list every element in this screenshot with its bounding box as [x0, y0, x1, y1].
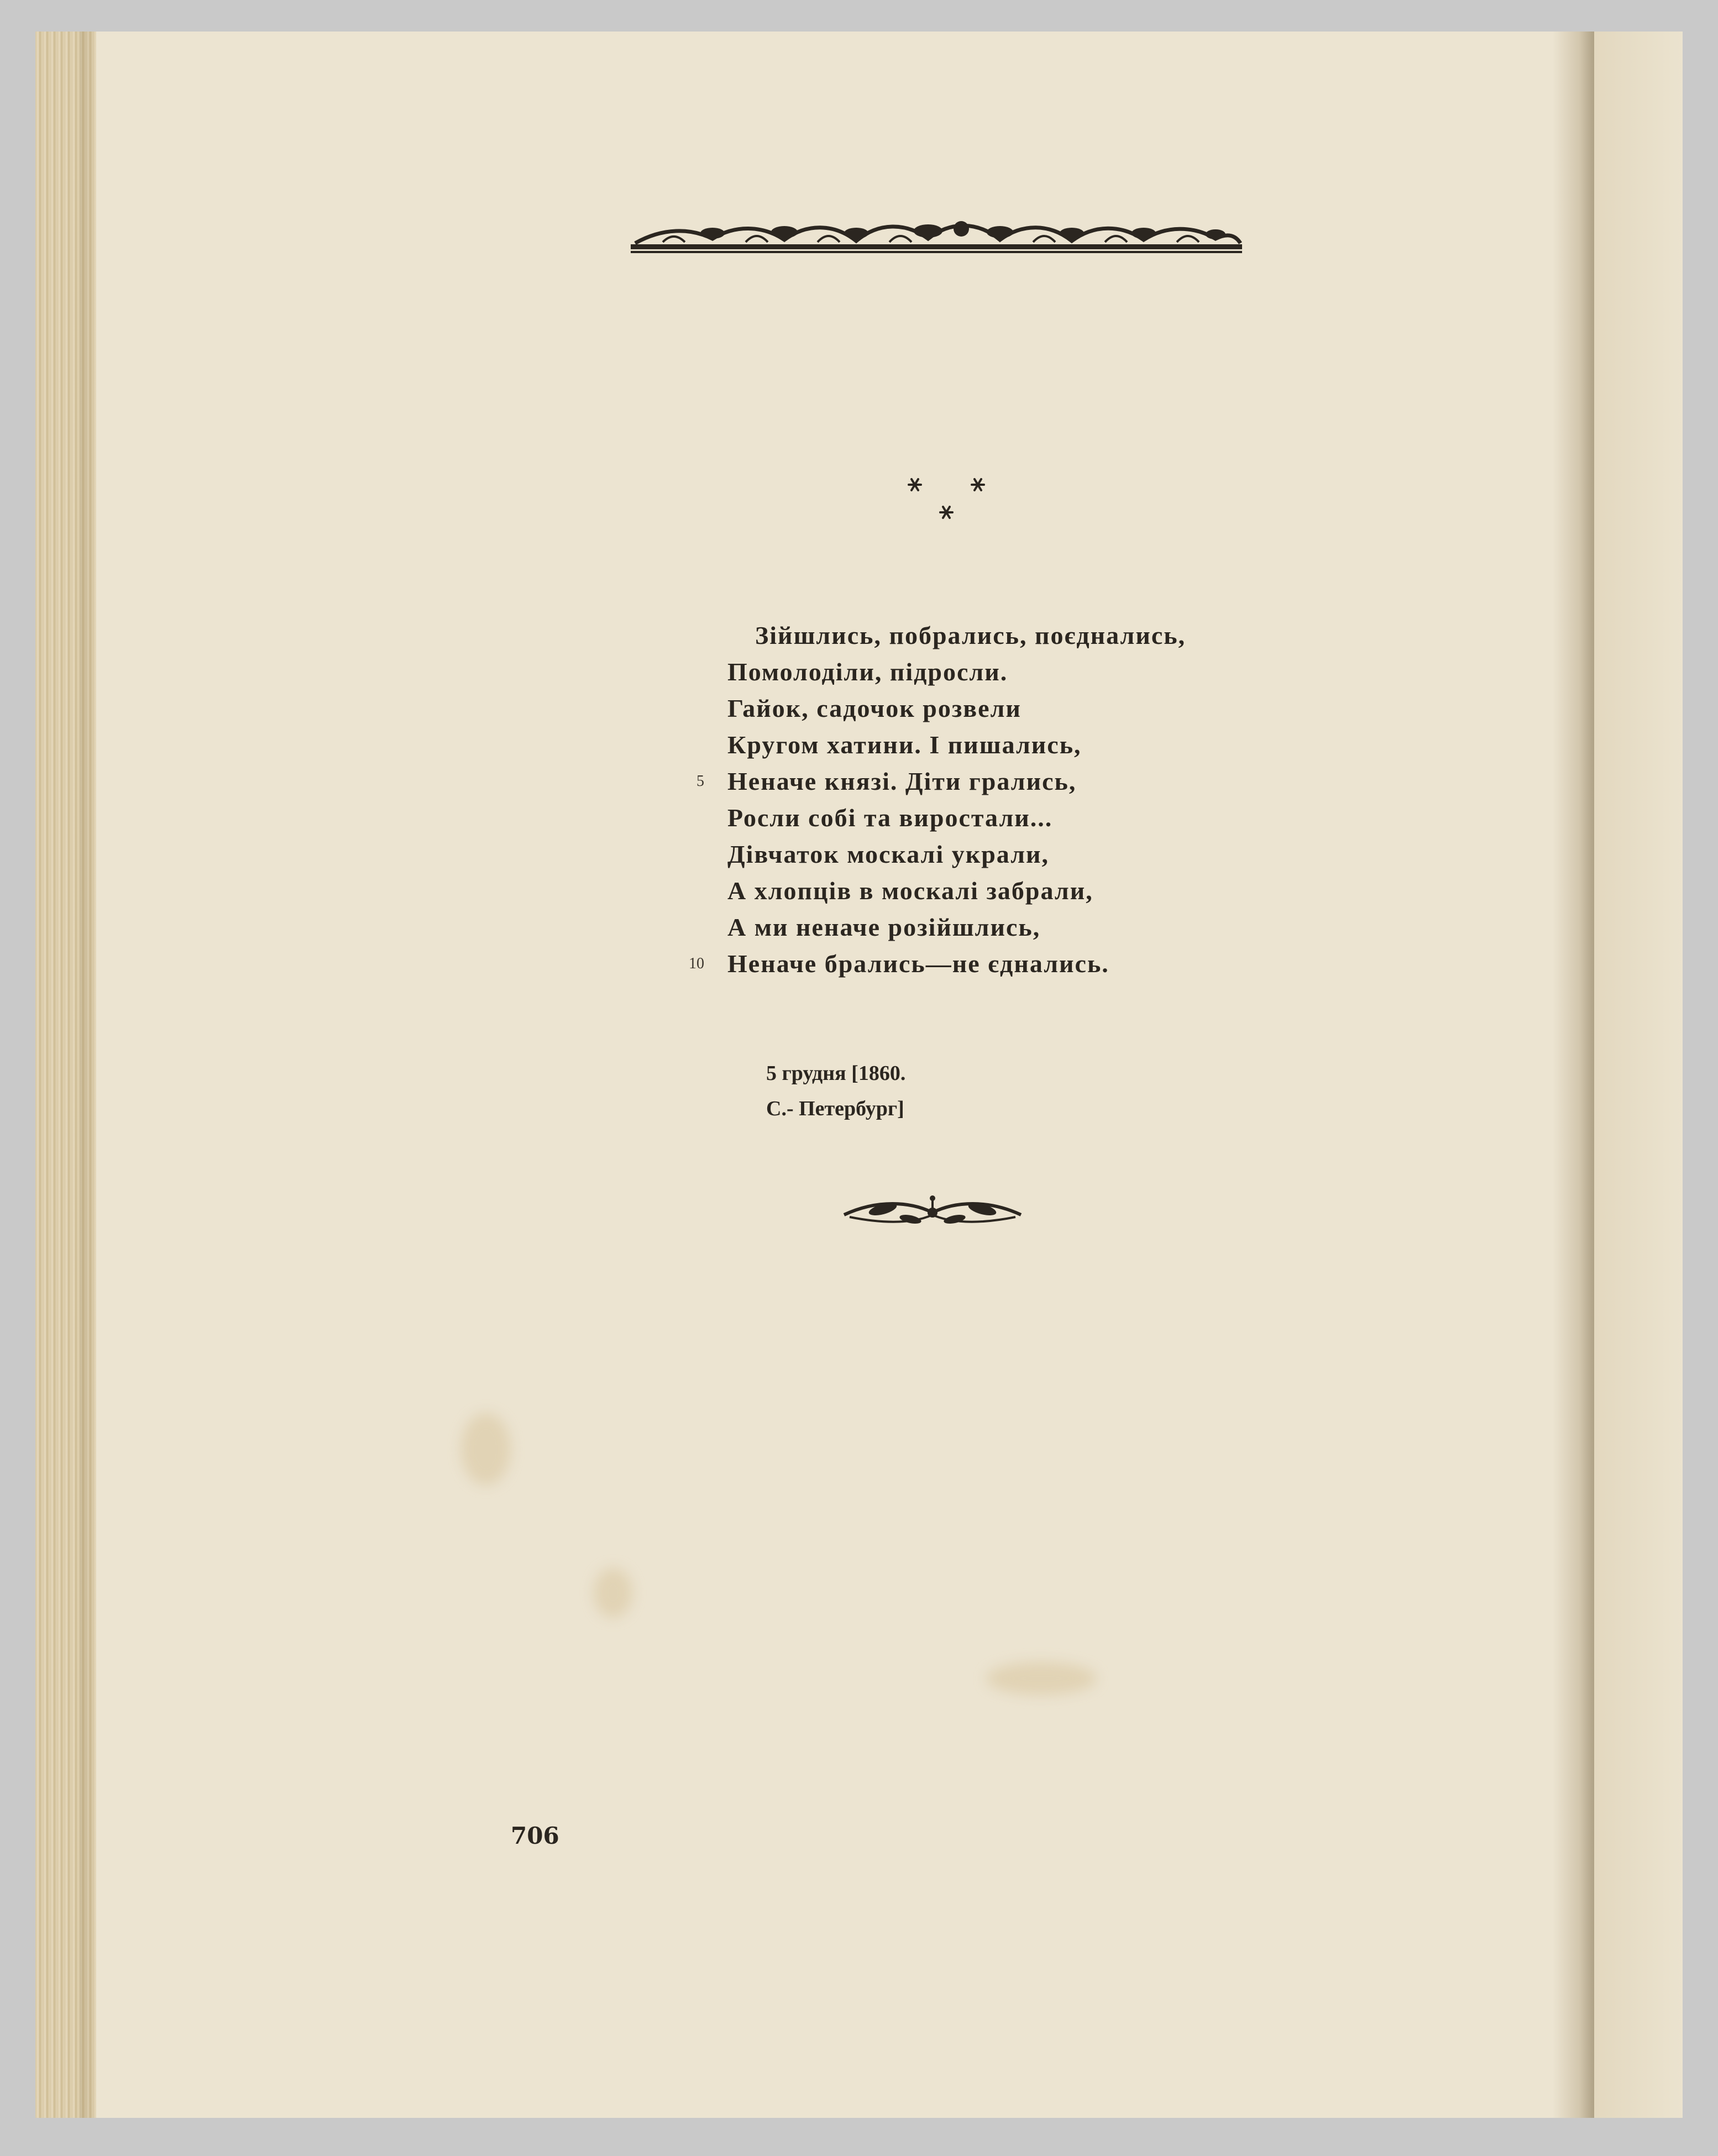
line-number: 10 [689, 955, 704, 972]
poem [689, 617, 1335, 982]
poem-line-text: А ми неначе розійшлись, [727, 913, 1041, 941]
asterism-icon [894, 468, 999, 529]
poem-date: 5 грудня [1860. [766, 1062, 906, 1085]
poem-line-text: Дівчаток москалі украли, [727, 840, 1050, 868]
poem-line-text: Зійшлись, побрались, поєднались, [755, 621, 1186, 649]
poem-line [696, 763, 1335, 800]
poem-line [727, 836, 1335, 873]
poem-line [727, 727, 1335, 763]
poem-line [689, 946, 1335, 982]
poem-line-text: Кругом хатини. І пишались, [727, 731, 1082, 759]
poem-line-text: Неначе брались—не єднались. [727, 950, 1109, 978]
page-number: 706 [511, 1822, 559, 1849]
poem-line [727, 617, 1335, 654]
dateline [766, 1056, 905, 1126]
floral-tailpiece-icon [833, 1188, 1032, 1232]
poem-line [727, 690, 1335, 727]
paper-stain [986, 1662, 1097, 1695]
poem-line [727, 873, 1335, 909]
poem-line [727, 654, 1335, 690]
book-gutter-shadow [1553, 32, 1597, 2118]
floral-headpiece-icon [630, 217, 1243, 261]
line-number: 5 [696, 773, 704, 790]
poem-place: С.- Петербург] [766, 1097, 904, 1120]
poem-line [727, 909, 1335, 946]
paper-stain [461, 1413, 511, 1485]
poem-line-text: Помолоділи, підросли. [727, 658, 1008, 686]
poem-line-text: Гайок, садочок розвели [727, 694, 1022, 722]
facing-page-edge [1594, 32, 1683, 2118]
paper-stain [594, 1568, 632, 1618]
page-edge-stack [35, 32, 96, 2118]
scanned-page [35, 32, 1683, 2118]
poem-line-text: Росли собі та виростали... [727, 804, 1053, 832]
poem-line-text: Неначе князі. Діти грались, [727, 767, 1077, 795]
poem-line [727, 800, 1335, 836]
poem-line-text: А хлопців в москалі забрали, [727, 877, 1093, 905]
